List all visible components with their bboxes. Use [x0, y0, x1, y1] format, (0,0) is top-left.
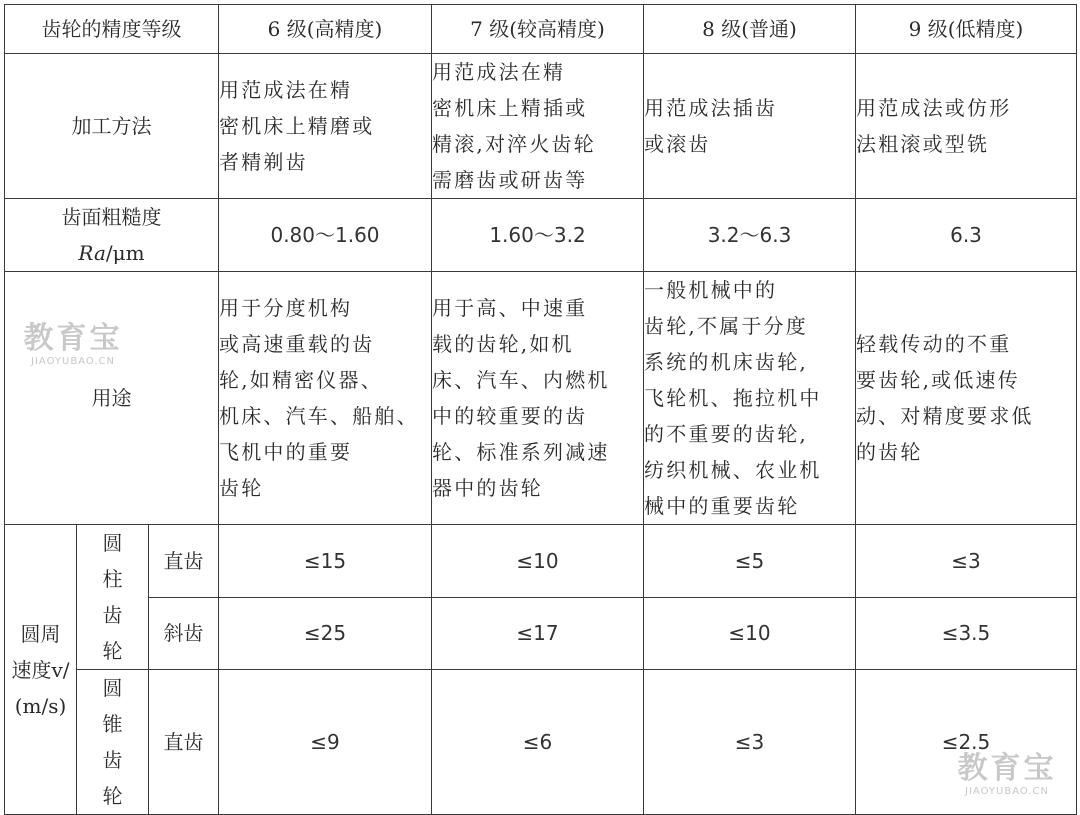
- bevel-spur-grade-6: ≤9: [219, 670, 432, 815]
- usage-grade-8: 一般机械中的 齿轮,不属于分度 系统的机床齿轮, 飞轮机、拖拉机中 的不重要的齿轮, 纺织机械、农业机 械中的重要齿轮: [644, 272, 856, 525]
- watermark-right-url: JIAOYUBAO.CN: [965, 786, 1049, 797]
- speed-row-bevel-spur: [5, 670, 1077, 815]
- cylindrical-helical-grade-9: ≤3.5: [856, 597, 1077, 670]
- usage-grade-6: 用于分度机构 或高速重载的齿 轮,如精密仪器、 机床、汽车、船舶、 飞机中的重要 齿轮: [219, 272, 432, 525]
- roughness-grade-8: 3.2～6.3: [644, 199, 856, 272]
- usage-label: 用途: [5, 272, 219, 525]
- roughness-grade-9: 6.3: [856, 199, 1077, 272]
- speed-label: 圆周 速度v/ (m/s): [5, 525, 77, 815]
- bevel-spur-grade-7: ≤6: [432, 670, 644, 815]
- cylindrical-spur-grade-7: ≤10: [432, 525, 644, 598]
- roughness-label: [5, 199, 219, 272]
- usage-grade-7: 用于高、中速重 载的齿轮,如机 床、汽车、内燃机 中的较重要的齿 轮、标准系列减速 器中的齿轮: [432, 272, 644, 525]
- watermark-right-text: 教育宝: [957, 751, 1057, 786]
- speed-row-cylindrical-helical: [5, 597, 1077, 670]
- processing-row: [5, 54, 1077, 199]
- watermark-left-url: JIAOYUBAO.CN: [31, 356, 115, 367]
- cylindrical-spur-label: 直齿: [149, 525, 219, 598]
- cylindrical-helical-label: 斜齿: [149, 597, 219, 670]
- usage-grade-9: 轻载传动的不重 要齿轮,或低速传 动、对精度要求低 的齿轮: [856, 272, 1077, 525]
- cylindrical-gear-label: 圆 柱 齿 轮: [77, 525, 149, 670]
- processing-grade-9: 用范成法或仿形 法粗滚或型铣: [856, 54, 1077, 199]
- bevel-gear-label: 圆 锥 齿 轮: [77, 670, 149, 815]
- usage-row: [5, 272, 1077, 525]
- processing-grade-8: 用范成法插齿 或滚齿: [644, 54, 856, 199]
- roughness-symbol: Ra: [78, 241, 106, 265]
- bevel-spur-grade-8: ≤3: [644, 670, 856, 815]
- roughness-row: [5, 199, 1077, 272]
- header-row: [5, 5, 1077, 54]
- bevel-spur-label: 直齿: [149, 670, 219, 815]
- bevel-spur-grade-9: ≤2.5: [856, 670, 1077, 815]
- cylindrical-helical-grade-7: ≤17: [432, 597, 644, 670]
- roughness-label-text: 齿面粗糙度: [61, 205, 162, 229]
- roughness-grade-6: 0.80～1.60: [219, 199, 432, 272]
- roughness-grade-7: 1.60～3.2: [432, 199, 644, 272]
- roughness-unit: /μm: [105, 241, 145, 265]
- gear-precision-table: [4, 4, 1077, 815]
- cylindrical-helical-grade-6: ≤25: [219, 597, 432, 670]
- header-grade-9: 9 级(低精度): [856, 5, 1077, 54]
- header-grade-8: 8 级(普通): [644, 5, 856, 54]
- header-grade-7: 7 级(较高精度): [432, 5, 644, 54]
- cylindrical-helical-grade-8: ≤10: [644, 597, 856, 670]
- processing-grade-6: 用范成法在精 密机床上精磨或 者精剃齿: [219, 54, 432, 199]
- cylindrical-spur-grade-6: ≤15: [219, 525, 432, 598]
- cylindrical-spur-grade-8: ≤5: [644, 525, 856, 598]
- processing-label: 加工方法: [5, 54, 219, 199]
- speed-row-cylindrical-spur: [5, 525, 1077, 598]
- cylindrical-spur-grade-9: ≤3: [856, 525, 1077, 598]
- header-precision-grade: 齿轮的精度等级: [5, 5, 219, 54]
- watermark-left-text: 教育宝: [23, 321, 123, 356]
- header-grade-6: 6 级(高精度): [219, 5, 432, 54]
- processing-grade-7: 用范成法在精 密机床上精插或 精滚,对淬火齿轮 需磨齿或研齿等: [432, 54, 644, 199]
